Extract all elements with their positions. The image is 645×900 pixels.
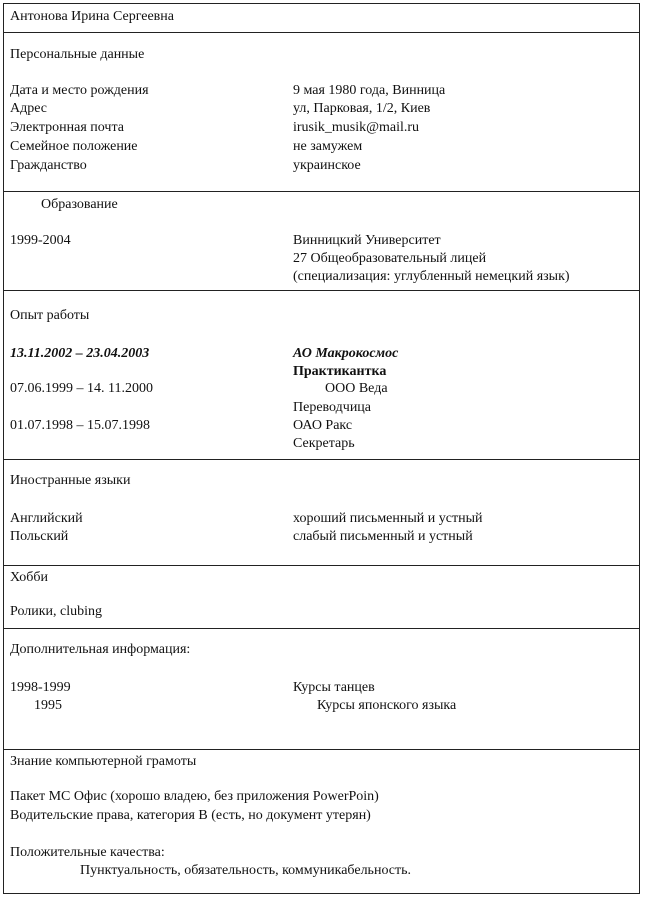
computer-section (4, 749, 639, 895)
full-name: Антонова Ирина Сергеевна (10, 9, 175, 24)
language-name-1: Английский (10, 511, 83, 526)
education-line-2: 27 Общеобразовательный лицей (293, 251, 487, 266)
value-citizenship: украинское (293, 158, 361, 173)
job-company-2: ООО Веда (325, 381, 388, 396)
value-marital: не замужем (293, 139, 363, 154)
label-address: Адрес (10, 101, 48, 116)
job-period-3: 01.07.1998 – 15.07.1998 (10, 418, 150, 433)
languages-section (4, 459, 639, 565)
section-heading: Образование (41, 197, 118, 212)
additional-section (4, 628, 639, 749)
additional-text-2: Курсы японского языка (317, 698, 457, 713)
additional-text-1: Курсы танцев (293, 680, 375, 695)
job-company-3: ОАО Ракс (293, 418, 353, 433)
value-address: ул, Парковая, 1/2, Киев (293, 101, 431, 116)
name-section (4, 4, 639, 32)
section-heading: Знание компьютерной грамоты (10, 754, 197, 769)
value-birth: 9 мая 1980 года, Винница (293, 83, 446, 98)
education-section (4, 191, 639, 290)
job-position-3: Секретарь (293, 436, 355, 451)
label-birth: Дата и место рождения (10, 83, 149, 98)
label-email: Электронная почта (10, 120, 124, 135)
education-line-1: Винницкий Университет (293, 233, 441, 248)
job-position-2: Переводчица (293, 400, 372, 415)
job-period-1: 13.11.2002 – 23.04.2003 (10, 346, 150, 361)
language-name-2: Польский (10, 529, 69, 544)
label-citizenship: Гражданство (10, 158, 87, 173)
qualities-heading: Положительные качества: (10, 845, 165, 860)
work-section (4, 290, 639, 459)
education-line-3: (специализация: углубленный немецкий язык) (293, 269, 570, 284)
language-level-2: слабый письменный и устный (293, 529, 473, 544)
job-company-1: АО Макрокосмос (293, 346, 399, 361)
value-email: irusik_musik@mail.ru (293, 120, 420, 135)
section-heading: Дополнительная информация: (10, 642, 191, 657)
computer-line-2: Водительские права, категория В (есть, но документ утерян) (10, 808, 371, 823)
additional-period-1: 1998-1999 (10, 680, 71, 695)
section-heading: Хобби (10, 570, 48, 585)
section-heading: Иностранные языки (10, 473, 131, 488)
section-heading: Опыт работы (10, 308, 90, 323)
label-marital: Семейное положение (10, 139, 138, 154)
additional-period-2: 1995 (34, 698, 62, 713)
hobbies-text: Ролики, clubing (10, 604, 103, 619)
computer-line-1: Пакет МС Офис (хорошо владею, без приложения PowerPoin) (10, 789, 379, 804)
job-period-2: 07.06.1999 – 14. 11.2000 (10, 381, 153, 396)
section-heading: Персональные данные (10, 47, 145, 62)
education-period: 1999-2004 (10, 233, 71, 248)
resume-table (3, 3, 640, 894)
personal-section (4, 32, 639, 191)
job-position-1: Практикантка (293, 364, 387, 379)
qualities-text: Пунктуальность, обязательность, коммуникабельность. (80, 863, 412, 878)
language-level-1: хороший письменный и устный (293, 511, 483, 526)
hobbies-section (4, 565, 639, 628)
